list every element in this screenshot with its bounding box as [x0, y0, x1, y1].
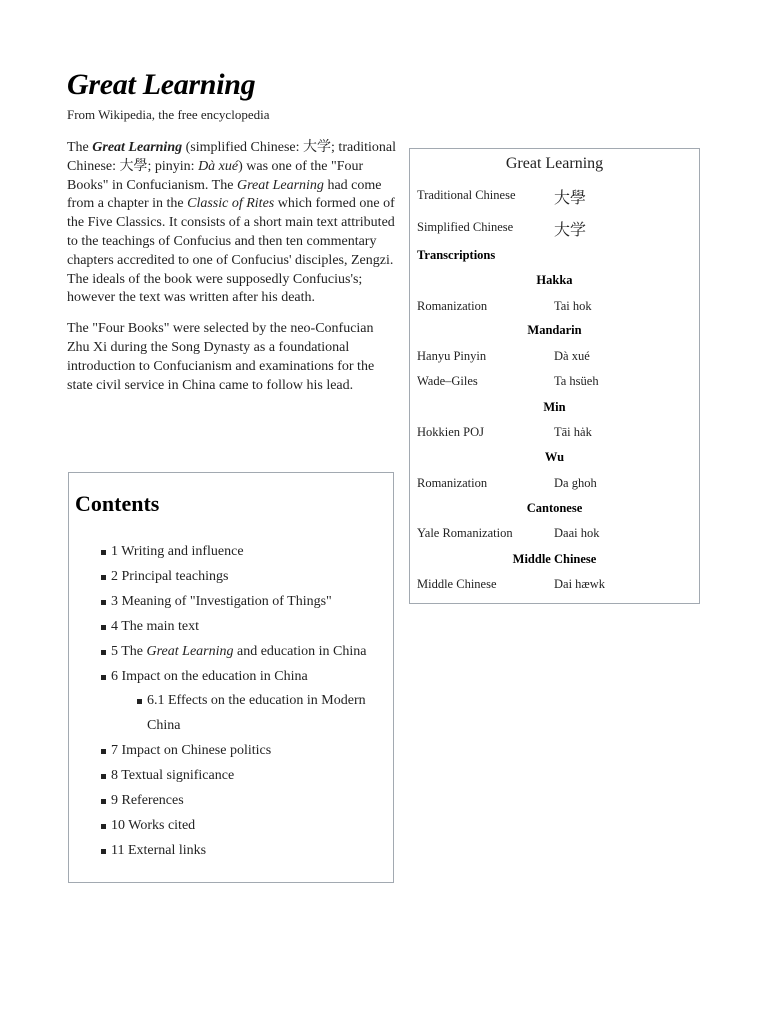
infobox-value: Daai hok [554, 526, 600, 540]
text-run: ) was one of the "Four Books" in Confucianism. The [67, 158, 364, 193]
text-run: 4 The main text [111, 618, 199, 634]
infobox-label: Romanization [417, 476, 488, 490]
text-run: which formed one of the Five Classics. It consists of a short main text attributed to the teachings of Confucius and then ten commentary chapters accredited to one of Confucius' disciples, Zengzi. The ideals of the book were supposedly Confucius's; however the text was written after his death. [67, 196, 395, 306]
toc-item[interactable] [99, 640, 389, 665]
infobox-label: Hanyu Pinyin [417, 349, 487, 363]
infobox [409, 148, 700, 604]
infobox-value: 大學 [554, 190, 587, 207]
text-run: and education in China [233, 643, 367, 659]
text-run: 7 Impact on Chinese politics [111, 743, 272, 759]
text-run: 8 Textual significance [111, 768, 235, 784]
page-tagline: From Wikipedia, the free encyclopedia [67, 107, 270, 122]
infobox-label: Hokkien POJ [417, 425, 485, 439]
emphasized-text: Great Learning [146, 643, 234, 659]
toc-item[interactable] [99, 739, 389, 764]
emphasized-text: Classic of Rites [187, 196, 275, 212]
infobox-value: Dai hæwk [554, 577, 606, 591]
infobox-hakka-header: Hakka [536, 273, 573, 287]
toc-item[interactable] [99, 789, 389, 814]
text-run: The [67, 140, 93, 155]
infobox-label: Romanization [417, 299, 488, 313]
text-run: had come from a chapter in the [67, 177, 382, 212]
toc-item[interactable] [99, 665, 389, 690]
text-run: (simplified Chinese: 大学; traditional Chinese: 大學; pinyin: [67, 140, 396, 174]
toc-item[interactable] [99, 689, 389, 739]
infobox-value: Tai hok [554, 299, 592, 313]
toc-item[interactable] [99, 814, 389, 839]
toc-item[interactable] [99, 590, 389, 615]
text-run: 3 Meaning of "Investigation of Things" [111, 593, 332, 609]
toc-list [99, 540, 389, 864]
infobox-label: Traditional Chinese [417, 188, 516, 202]
emphasized-text: Dà xué [198, 158, 239, 174]
infobox-value: 大学 [554, 222, 587, 239]
infobox-value: Dà xué [554, 349, 590, 363]
lead-paragraph-1 [67, 139, 397, 308]
toc-item[interactable] [99, 615, 389, 640]
infobox-label: Simplified Chinese [417, 220, 514, 234]
text-run: 9 References [111, 793, 184, 809]
toc-item[interactable] [99, 839, 389, 864]
text-run: 10 Works cited [111, 817, 196, 833]
text-run: 1 Writing and influence [111, 544, 244, 559]
infobox-value: Tāi hȧk [554, 425, 592, 439]
infobox-mandarin-header: Mandarin [527, 323, 582, 337]
infobox-wu-header: Wu [544, 450, 565, 464]
toc-item[interactable] [99, 764, 389, 789]
toc-title: Contents [75, 491, 160, 516]
infobox-middle-chinese-header: Middle Chinese [512, 552, 597, 566]
infobox-value: Da ghoh [554, 476, 597, 490]
text-run: 6 Impact on the education in China [111, 668, 308, 684]
text-run: 2 Principal teachings [111, 568, 229, 584]
text-run: 5 The [111, 643, 147, 659]
table-of-contents [68, 472, 394, 883]
emphasized-text: Great Learning [92, 140, 183, 155]
infobox-caption: Great Learning [505, 155, 604, 172]
page-title: Great Learning [67, 68, 256, 101]
toc-item[interactable] [99, 565, 389, 590]
infobox-value: Ta hsüeh [554, 374, 599, 388]
infobox-label: Wade–Giles [417, 374, 478, 388]
infobox-label: Middle Chinese [417, 577, 497, 591]
infobox-transcriptions-header: Transcriptions [417, 248, 496, 262]
infobox-cantonese-header: Cantonese [526, 501, 583, 515]
emphasized-text: Great Learning [236, 177, 324, 193]
text-run: 11 External links [111, 842, 207, 858]
lead-section [67, 139, 397, 407]
infobox-min-header: Min [543, 400, 566, 414]
infobox-label: Yale Romanization [417, 526, 513, 540]
lead-paragraph-2: The "Four Books" were selected by the neo-Confucian Zhu Xi during the Song Dynasty as a foundational introduction to Confucianism and examinations for the state civil service in China came to follow his lead. [67, 321, 375, 393]
toc-item[interactable] [99, 540, 389, 565]
text-run: 6.1 Effects on the education in Modern China [147, 693, 366, 734]
